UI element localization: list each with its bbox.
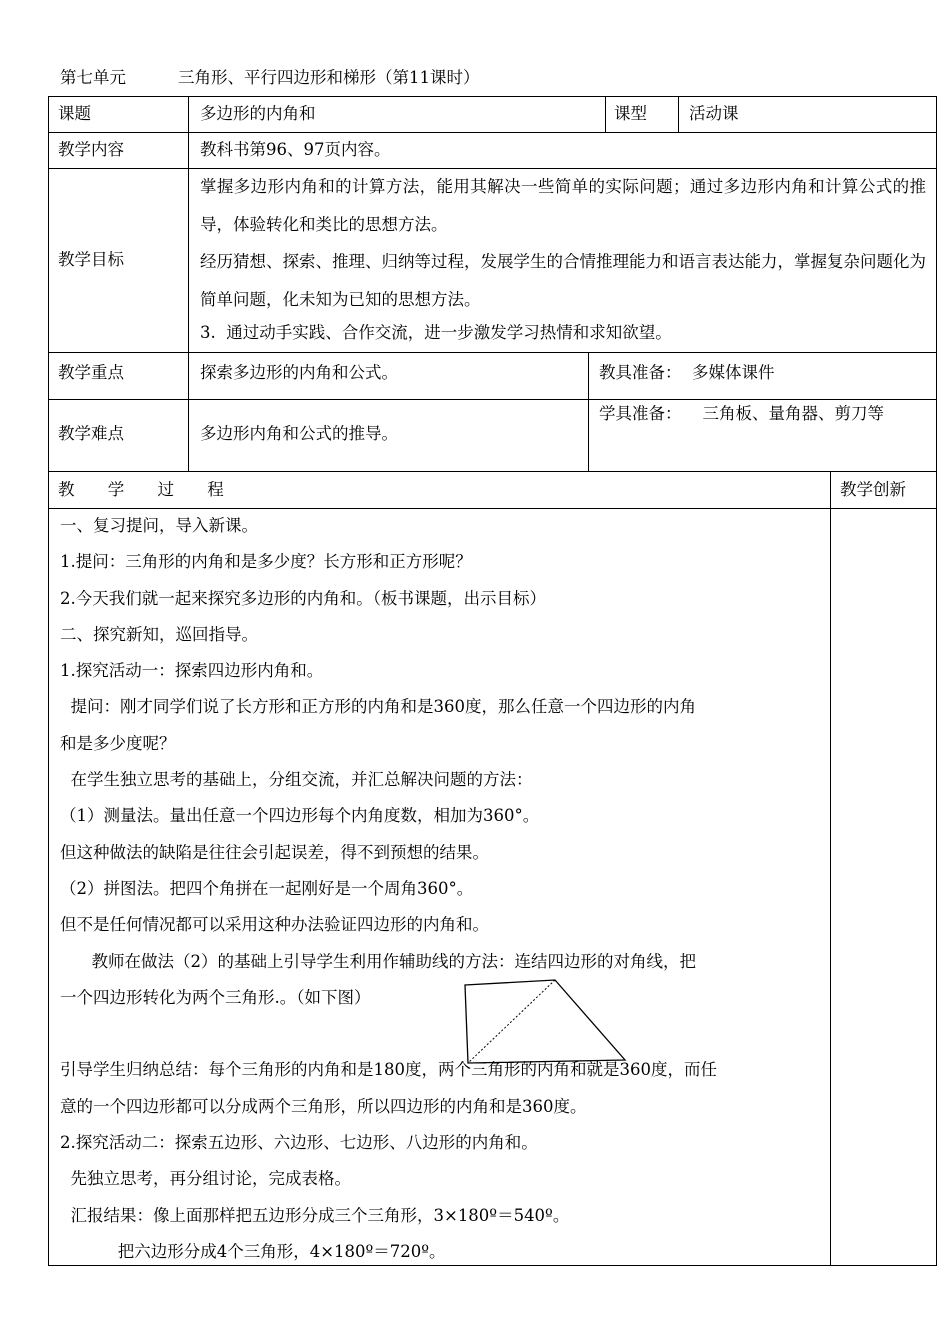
process-line: 2.今天我们就一起来探究多边形的内角和。（板书课题，出示目标） [60,588,546,608]
lesson-title: 三角形、平行四边形和梯形（第11课时） [178,68,480,87]
content-label: 教学内容 [58,140,124,159]
topic-value: 多边形的内角和 [200,104,316,123]
process-line: 1.提问：三角形的内角和是多少度？长方形和正方形呢？ [60,552,472,572]
process-label: 教 学 过 程 [58,480,238,499]
type-label: 课型 [614,104,647,123]
key-value: 探索多边形的内角和公式。 [200,363,398,382]
process-line: 一个四边形转化为两个三角形.。（如下图） [60,987,371,1007]
grid-line [678,96,679,132]
process-line: 教师在做法（2）的基础上引导学生利用作辅助线的方法：连结四边形的对角线，把 [60,951,696,971]
quadrilateral-shape [465,980,625,1063]
unit-label: 第七单元 [60,68,126,87]
topic-label: 课题 [58,104,91,123]
grid-line [48,132,937,133]
process-line: 引导学生归纳总结：每个三角形的内角和是180度，两个三角形的内角和就是360度，而任 [60,1060,717,1080]
innovation-label: 教学创新 [840,480,906,499]
process-line: 1.探究活动一：探索四边形内角和。 [60,661,324,681]
teacher-tools: 教具准备： 多媒体课件 [599,363,775,382]
type-value: 活动课 [689,104,739,123]
process-line: （2）拼图法。把四个角拼在一起刚好是一个周角360°。 [60,878,474,898]
grid-line [588,352,589,471]
grid-line [48,352,937,353]
difficulty-value: 多边形内角和公式的推导。 [200,424,398,443]
process-line: 汇报结果：像上面那样把五边形分成三个三角形，3×180º＝540º。 [60,1205,570,1225]
quadrilateral-diagram [455,975,630,1075]
page-header [60,64,480,88]
goal-item: 掌握多边形内角和的计算方法，能用其解决一些简单的实际问题；通过多边形内角和计算公式的推导，体验转化和类比的思想方法。 [200,177,926,234]
diagonal-line [468,980,555,1063]
process-line: 但不是任何情况都可以采用这种办法验证四边形的内角和。 [60,915,489,935]
grid-line [936,96,937,1266]
process-line: 一、复习提问，导入新课。 [60,516,258,535]
key-label: 教学重点 [58,363,124,382]
process-line: 把六边形分成4个三角形，4×180º＝720º。 [60,1241,446,1261]
process-line [60,1016,830,1052]
grid-line [48,96,49,1266]
student-tools: 学具准备： 三角板、量角器、剪刀等 [599,404,884,423]
process-line: 二、探究新知，巡回指导。 [60,624,258,644]
grid-line [48,96,937,97]
process-line: （1）测量法。量出任意一个四边形每个内角度数，相加为360°。 [60,806,540,826]
goal-item: 经历猜想、探索、推理、归纳等过程，发展学生的合情推理能力和语言表达能力，掌握复杂问题化为简单问题，化未知为已知的思想方法。 [200,252,926,309]
difficulty-label: 教学难点 [58,424,124,443]
process-line: 和是多少度呢？ [60,733,176,753]
process-line: 提问：刚才同学们说了长方形和正方形的内角和是360度，那么任意一个四边形的内角 [60,697,696,717]
process-content [60,508,830,1270]
grid-line [830,471,831,1266]
process-line: 但这种做法的缺陷是往往会引起误差，得不到预想的结果。 [60,842,489,862]
grid-line [188,96,189,471]
content-value: 教科书第96、97页内容。 [200,140,391,159]
goal-item: 3. 通过动手实践、合作交流，进一步激发学习热情和求知欲望。 [200,323,672,342]
process-line: 在学生独立思考的基础上，分组交流，并汇总解决问题的方法： [60,770,533,790]
grid-line [605,96,606,132]
process-line: 2.探究活动二：探索五边形、六边形、七边形、八边形的内角和。 [60,1133,538,1153]
process-line: 意的一个四边形都可以分成两个三角形，所以四边形的内角和是360度。 [60,1096,587,1116]
process-line: 先独立思考，再分组讨论，完成表格。 [60,1169,351,1189]
goals-label: 教学目标 [58,250,124,269]
